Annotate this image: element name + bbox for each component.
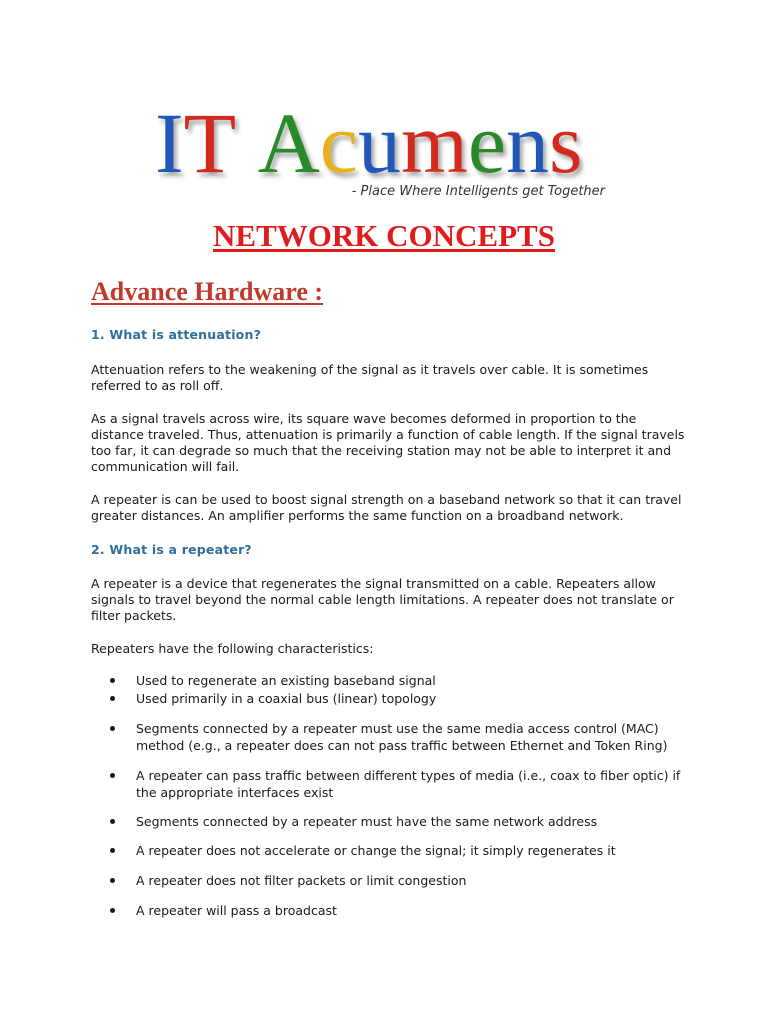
logo-letter (236, 100, 258, 191)
it-acumens-logo (150, 100, 620, 210)
logo-letter: s (549, 100, 583, 191)
logo-letter: n (506, 100, 550, 191)
logo-graphic (150, 100, 620, 210)
logo-letter: m (400, 100, 468, 191)
bullet-icon (110, 773, 115, 778)
bullet-icon (110, 726, 115, 731)
document-page: IT Acumens - Place Where Intelligents get Together NETWORK CONCEPTS Advance Hardware : 1. What is attenuation? Attenuation refers to the weakening of the signal as it travels over cable. It is sometimes referred to as roll off. As a signal travels across wire, its square wave becomes deformed in proportion to the distance traveled. Thus, attenuation is primarily a function of cable length. If the signal travels too far, it can degrade so much that the receiving station may not be able to interpret it and communication will fail. A repeater is can be used to boost signal strength on a baseband network so that it can travel greater distances. An amplifier performs the same function on a broadband network. 2. What is a repeater? A repeater is a device that regenerates the signal transmitted on a cable. Repeaters allow signals to travel beyond the normal cable length limitations. A repeater does not translate or filter packets. Repeaters have the following characteristics: Used to regenerate an existing baseband signal Used primarily in a coaxial bus (linear) topology Segments connected by a repeater must use the same media access control (MAC) method (e.g., a repeater does can not pass traffic between Ethernet and Token Ring) A repeater can pass traffic between different types of media (i.e., coax to fiber optic) if the appropriate interfaces exist Segments connected by a repeater must have the same network address A repeater does not accelerate or change the signal; it simply regenerates it A repeater does not filter packets or limit congestion A repeater will pass a broadcast (0, 0, 768, 1024)
paragraph-3: A repeater is can be used to boost signal strength on a baseband network so that it can travel greater distances. An amplifier performs the same function on a broadband network. (91, 492, 682, 523)
logo-letter: I (155, 100, 184, 191)
bullet-icon (110, 878, 115, 883)
paragraph-2: As a signal travels across wire, its square wave becomes deformed in proportion to the distance traveled. Thus, attenuation is primarily a function of cable length. If the signal travels too far, it can degrade so much that the receiving station may not be able to interpret it and communication will fail. (91, 411, 685, 474)
paragraph-1: Attenuation refers to the weakening of the signal as it travels over cable. It is sometimes referred to as roll off. (91, 362, 649, 393)
paragraph-5: Repeaters have the following characteristics: (91, 641, 374, 656)
logo-letter: e (467, 100, 507, 191)
logo-wordmark (155, 100, 583, 191)
logo-letter: c (319, 100, 358, 191)
paragraph-4: A repeater is a device that regenerates the signal transmitted on a cable. Repeaters allow signals to travel beyond the normal cable length limitations. A repeater does not translate or filter packets. (91, 576, 674, 623)
logo-letter: u (357, 100, 401, 191)
logo-letter: A (257, 100, 320, 191)
bullet-icon (110, 908, 115, 913)
logo-tagline: - Place Where Intelligents get Together (351, 184, 605, 199)
question-2: 2. What is a repeater? (91, 542, 252, 557)
bullet-icon (110, 678, 115, 683)
bullet-icon (110, 696, 115, 701)
question-1: 1. What is attenuation? (91, 327, 262, 342)
section-heading: Advance Hardware : (91, 277, 324, 306)
bullet-icon (110, 848, 115, 853)
logo-letter: T (183, 100, 237, 191)
bullet-icon (110, 819, 115, 824)
page-title: NETWORK CONCEPTS (213, 218, 555, 253)
